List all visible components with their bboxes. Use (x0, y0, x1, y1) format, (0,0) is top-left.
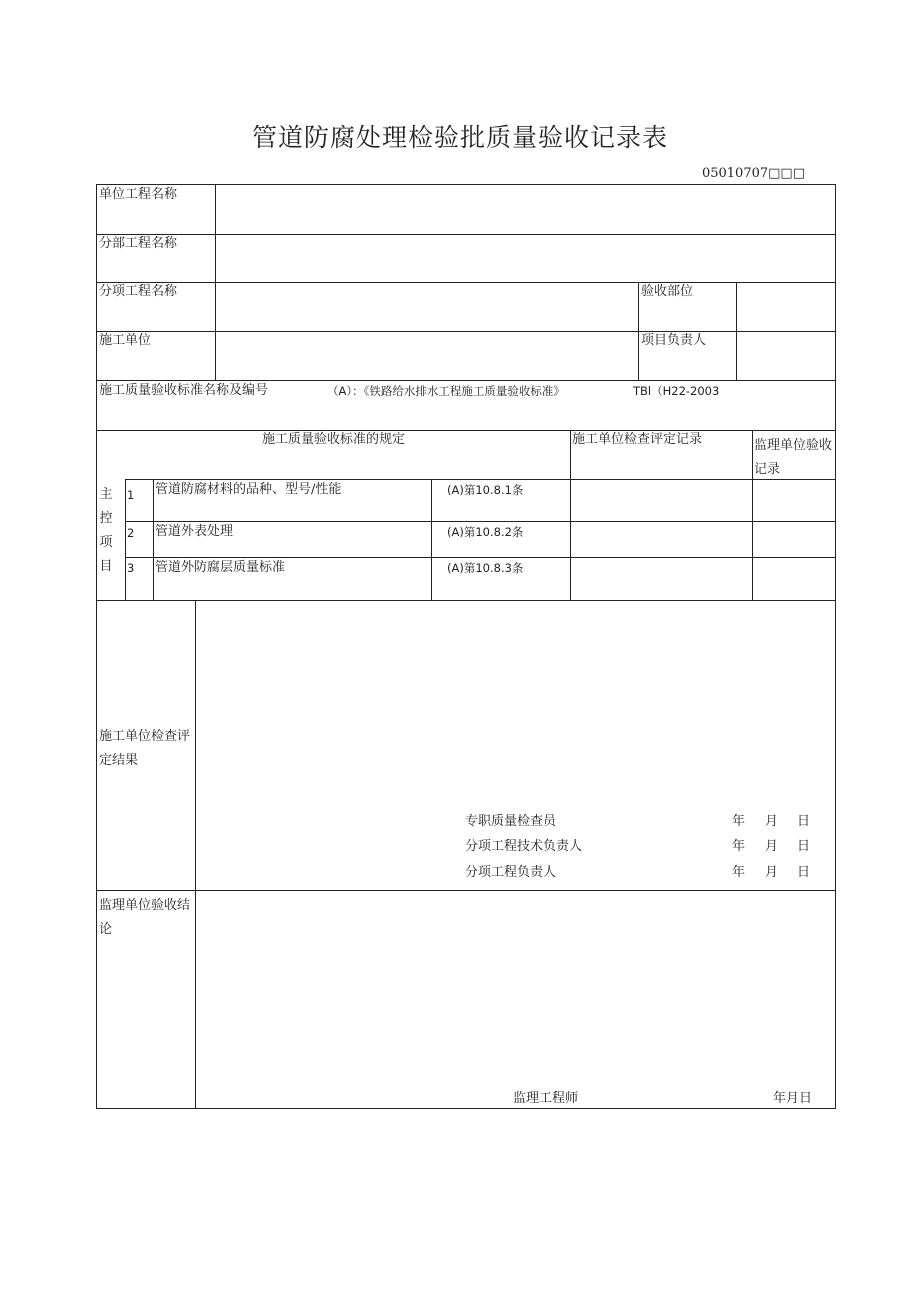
unit-project-field[interactable] (216, 185, 835, 234)
supervision-record-cell[interactable] (753, 522, 835, 557)
acceptance-part-label: 验收部位 (641, 284, 694, 299)
form-code: 05010707□□□ (701, 166, 805, 181)
standard-code: TBl（H22-2003 (633, 384, 720, 398)
project-leader-field[interactable] (737, 332, 835, 380)
supervision-engineer-label: 监理工程师 (513, 1091, 579, 1106)
supervision-date: 年月日 (773, 1091, 813, 1106)
division-project-field[interactable] (216, 235, 835, 282)
construction-record-cell[interactable] (571, 480, 752, 521)
subitem-project-field[interactable] (216, 283, 638, 331)
construction-record-cell[interactable] (571, 522, 752, 557)
construction-record-header: 施工单位检查评定记录 (572, 432, 703, 447)
unit-project-label: 单位工程名称 (99, 187, 178, 202)
project-leader-label: 项目负责人 (641, 333, 707, 348)
construction-result-label: 施工单位检查评定结果 (99, 729, 191, 768)
division-project-label: 分部工程名称 (99, 236, 178, 251)
standard-label: 施工质量验收标准名称及编号 (99, 383, 269, 398)
main-control-label: 主控项目 (99, 487, 113, 574)
supervision-record-cell[interactable] (753, 480, 835, 521)
page-title: 管道防腐处理检验批质量验收记录表 (251, 123, 668, 152)
form-table: 单位工程名称 分部工程名称 分项工程名称 验收部位 施工单位 项目负责人 施工质量验收标准名称及编号 （A）：《铁路给水排水工程施工质量验收标准》 TBl（H22-2003 施工质量验收标准的规定 施工单位检查评定记录 监理单位验收记录 主控项目 1 管道防腐材料的品种、型号/性能 (A)第10.8.1条 2 管道外表处理 (A)第10.8.2条 3 管道外防腐层质量标准 (A)第10.8.3条 施工单位检查评定结果 专职质量检查员 年 月 日 分项工程技术负责人 年 月 日 分项工程负责人 年 月 日 监理单位验收结论 监理工程师 年月日 (96, 184, 836, 1109)
acceptance-part-field[interactable] (737, 283, 835, 331)
construction-result-field[interactable] (196, 601, 835, 801)
supervision-record-header: 监理单位验收记录 (754, 438, 833, 477)
supervision-conclusion-label: 监理单位验收结论 (99, 898, 191, 937)
supervision-record-cell[interactable] (753, 558, 835, 600)
subitem-project-label: 分项工程名称 (99, 284, 178, 299)
standard-name: （A）：《铁路给水排水工程施工质量验收标准》 (327, 384, 565, 398)
regulation-header: 施工质量验收标准的规定 (261, 432, 405, 447)
construction-unit-label: 施工单位 (99, 333, 152, 348)
supervision-conclusion-field[interactable] (196, 891, 835, 1081)
construction-unit-field[interactable] (216, 332, 638, 380)
construction-record-cell[interactable] (571, 558, 752, 600)
